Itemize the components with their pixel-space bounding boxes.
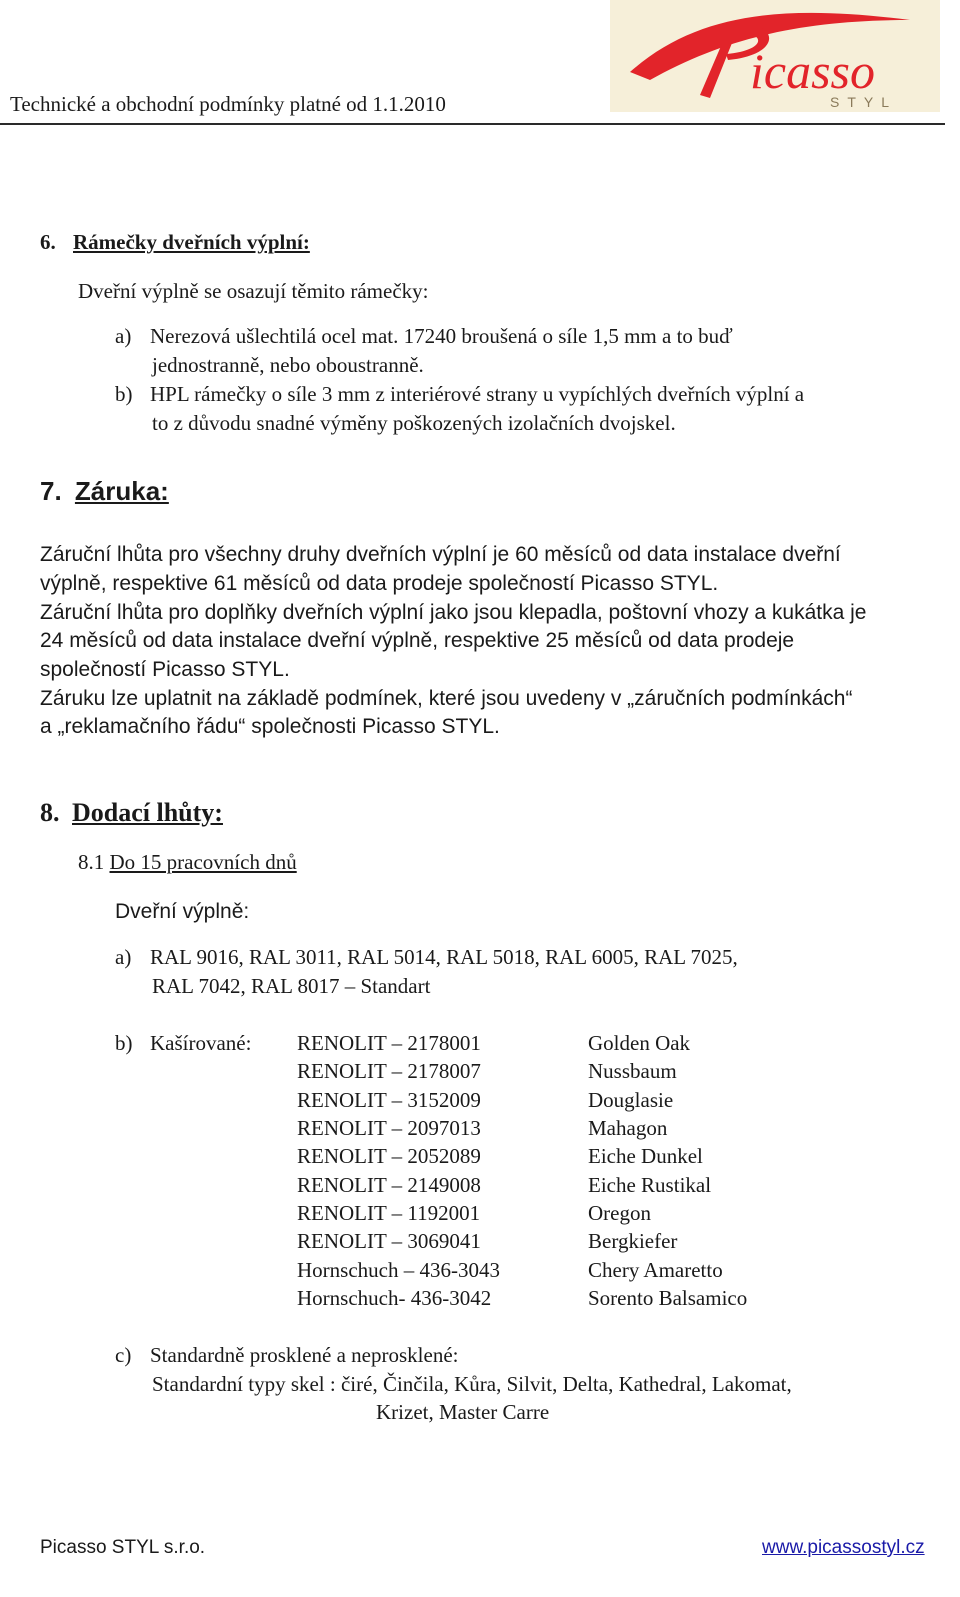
header-title: Technické a obchodní podmínky platné od 1.1.2010 — [10, 92, 446, 116]
picasso-logo-graphic — [610, 0, 950, 118]
section7-line: společností Picasso STYL. — [40, 658, 290, 681]
picasso-logo — [610, 0, 950, 118]
item-a-marker: a) — [115, 945, 132, 969]
section6-title: Rámečky dveřních výplní: — [73, 230, 310, 254]
section6-item-b-marker: b) — [115, 382, 133, 406]
item-c-title: Standardně prosklené a neprosklené: — [150, 1343, 459, 1367]
section8-1-number: 8.1 — [78, 850, 105, 874]
section6-item-b-line1: HPL rámečky o síle 3 mm z interiérové strany u vypíchlých dveřních výplní a — [150, 382, 805, 406]
section7-title: Záruka: — [74, 476, 169, 506]
section7-line: 24 měsíců od data instalace dveřní výplně, respektive 25 měsíců od data prodeje — [40, 629, 795, 652]
laminate-name: Chery Amaretto — [588, 1258, 723, 1282]
laminate-code: Hornschuch – 436-3043 — [297, 1258, 500, 1282]
svg-text:icasso: icasso — [750, 43, 875, 99]
item-b-label: Kašírované: — [150, 1031, 252, 1055]
footer-website-link[interactable]: www.picassostyl.cz — [762, 1537, 925, 1558]
section6-intro: Dveřní výplně se osazují těmito rámečky: — [78, 279, 429, 303]
item-a-line2: RAL 7042, RAL 8017 – Standart — [152, 974, 431, 998]
laminate-name: Eiche Dunkel — [588, 1144, 703, 1168]
section7-line: a „reklamačního řádu“ společnosti Picasso STYL. — [40, 715, 500, 738]
footer-company: Picasso STYL s.r.o. — [40, 1537, 206, 1558]
section8-1-title: Do 15 pracovních dnů — [109, 850, 297, 874]
item-a-line1: RAL 9016, RAL 3011, RAL 5014, RAL 5018, RAL 6005, RAL 7025, — [150, 945, 738, 969]
section7-line: výplně, respektive 61 měsíců od data prodeje společností Picasso STYL. — [40, 572, 719, 595]
laminate-code: RENOLIT – 3069041 — [297, 1229, 481, 1253]
laminate-name: Sorento Balsamico — [588, 1286, 748, 1310]
section6-item-b-line2: to z důvodu snadné výměny poškozených izolačních dvojskel. — [152, 411, 676, 435]
section8-number: 8. — [40, 798, 60, 827]
laminate-code: RENOLIT – 2149008 — [297, 1173, 481, 1197]
section8-intro: Dveřní výplně: — [115, 900, 250, 923]
laminate-name: Mahagon — [588, 1116, 668, 1140]
svg-text:STYL: STYL — [830, 94, 898, 110]
section7-number: 7. — [40, 476, 62, 506]
section6-item-a-line1: Nerezová ušlechtilá ocel mat. 17240 broušená o síle 1,5 mm a to buď — [150, 324, 733, 348]
laminate-code: RENOLIT – 2178007 — [297, 1059, 481, 1083]
laminate-code: RENOLIT – 2052089 — [297, 1144, 481, 1168]
section7-line: Záruku lze uplatnit na základě podmínek, které jsou uvedeny v „záručních podmínkách“ — [40, 687, 853, 710]
section8-title: Dodací lhůty: — [72, 798, 223, 827]
laminate-name: Eiche Rustikal — [588, 1173, 712, 1197]
section7-line: Záruční lhůta pro doplňky dveřních výplní jako jsou klepadla, poštovní vhozy a kukátka je — [40, 601, 867, 624]
section7-heading — [40, 476, 169, 507]
section8-1-heading — [78, 848, 297, 877]
laminate-name: Golden Oak — [588, 1031, 691, 1055]
section7-line: Záruční lhůta pro všechny druhy dveřních výplní je 60 měsíců od data instalace dveřní — [40, 543, 841, 566]
header-divider — [0, 123, 945, 125]
laminate-code: RENOLIT – 1192001 — [297, 1201, 481, 1225]
laminate-code: RENOLIT – 2097013 — [297, 1116, 481, 1140]
laminate-name: Oregon — [588, 1201, 651, 1225]
item-c-line1: Standardní typy skel : čiré, Činčila, Kůra, Silvit, Delta, Kathedral, Lakomat, — [152, 1372, 792, 1396]
laminate-code: RENOLIT – 3152009 — [297, 1088, 481, 1112]
item-c-marker: c) — [115, 1343, 132, 1367]
section6-item-a-line2: jednostranně, nebo oboustranně. — [152, 353, 424, 377]
section8-heading — [40, 798, 223, 828]
section6-item-a-marker: a) — [115, 324, 132, 348]
laminate-code: Hornschuch- 436-3042 — [297, 1286, 492, 1310]
item-c-line2: Krizet, Master Carre — [376, 1400, 550, 1424]
laminate-name: Bergkiefer — [588, 1229, 678, 1253]
laminate-name: Nussbaum — [588, 1059, 677, 1083]
item-b-marker: b) — [115, 1031, 133, 1055]
section6-heading — [40, 230, 310, 255]
laminate-code: RENOLIT – 2178001 — [297, 1031, 481, 1055]
laminate-name: Douglasie — [588, 1088, 674, 1112]
section6-number: 6. — [40, 230, 56, 254]
